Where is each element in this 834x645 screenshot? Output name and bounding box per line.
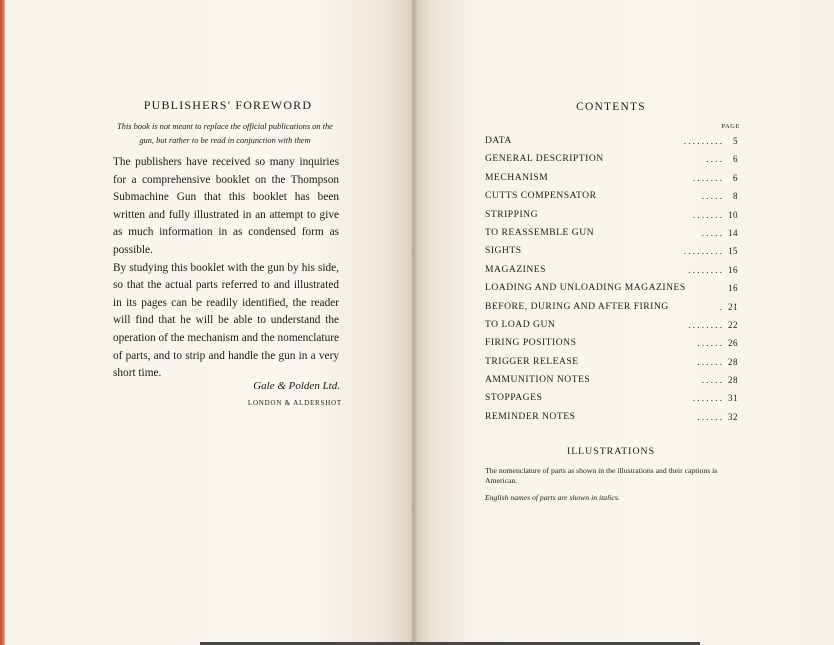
entry-page-number: 8 — [733, 191, 738, 202]
entry-page-number: 21 — [728, 301, 738, 312]
foreword-note: This book is not meant to replace the official publications on the gun, but rather to be read in conjunction with them — [117, 122, 333, 145]
illustrations-italic-note: English names of parts are shown in italics. — [485, 493, 620, 502]
book-gutter — [411, 0, 417, 645]
entry-title: BEFORE, DURING AND AFTER FIRING — [485, 300, 669, 312]
contents-entry — [485, 298, 740, 316]
entry-title: STOPPAGES — [485, 392, 543, 404]
illustrations-title: ILLUSTRATIONS — [566, 446, 656, 457]
contents-entry — [485, 169, 740, 187]
contents-entry — [485, 353, 740, 371]
contents-entry — [485, 316, 740, 334]
contents-list — [485, 132, 740, 426]
entry-leader-dots: . . . . . . . . — [688, 319, 722, 330]
entry-page-number: 28 — [728, 375, 738, 386]
entry-page-number: 15 — [728, 246, 738, 257]
entry-leader-dots: . . . . . . — [697, 338, 722, 349]
entry-title: LOADING AND UNLOADING MAGAZINES — [485, 282, 686, 294]
entry-title: STRIPPING — [485, 208, 539, 220]
foreword-body — [113, 154, 339, 383]
entry-title: TRIGGER RELEASE — [485, 355, 579, 367]
foreword-title: PUBLISHERS' FOREWORD — [143, 98, 313, 112]
entry-leader-dots: . . . . . — [701, 375, 722, 386]
entry-page-number: 6 — [733, 172, 738, 183]
contents-entry — [485, 132, 740, 150]
foreword-paragraph: By studying this booklet with the gun by his side, so that the actual parts referred to and illustrated in its pages can be readily identified, the reader will find that he will be able to understand the operation of the mechanism and the nomenclature of parts, and to strip and handle the gun in a very short time. — [113, 261, 339, 380]
illustrations-note: The nomenclature of parts as shown in the illustrations and their captions is American. — [485, 466, 718, 485]
entry-title: TO REASSEMBLE GUN — [485, 226, 595, 238]
contents-entry — [485, 261, 740, 279]
contents-entry — [485, 389, 740, 407]
entry-page-number: 16 — [728, 264, 738, 275]
contents-entry — [485, 150, 740, 168]
entry-title: FIRING POSITIONS — [485, 337, 577, 349]
entry-page-number: 6 — [733, 154, 738, 165]
publisher-location: LONDON & ALDERSHOT — [247, 399, 342, 407]
contents-entry — [485, 206, 740, 224]
contents-entry — [485, 242, 740, 260]
entry-title: MAGAZINES — [485, 263, 546, 275]
entry-page-number: 26 — [728, 338, 738, 349]
entry-leader-dots: . . . . . . . — [692, 209, 722, 220]
entry-title: DATA — [485, 135, 512, 146]
entry-title: GENERAL DESCRIPTION — [485, 153, 604, 165]
contents-entry — [485, 279, 740, 297]
entry-page-number: 10 — [728, 209, 738, 220]
entry-leader-dots: . . . . . . . — [692, 393, 722, 404]
entry-leader-dots: . . . . . . — [697, 356, 722, 367]
foreword-paragraph: The publishers have received so many inquiries for a comprehensive booklet on the Thompson Submachine Gun that this booklet has been written and fully illustrated in an attempt to give as much information in as condensed form as possible. — [113, 156, 339, 256]
entry-leader-dots: . . . . . . . . — [688, 264, 722, 275]
entry-leader-dots: . . . . . . . . . — [683, 246, 722, 257]
entry-title: CUTTS COMPENSATOR — [485, 190, 597, 202]
contents-entry — [485, 224, 740, 242]
page-column-header: PAGE — [721, 123, 740, 130]
publisher-signature: Gale & Polden Ltd. — [253, 380, 340, 392]
contents-entry — [485, 371, 740, 389]
entry-title: TO LOAD GUN — [485, 318, 556, 330]
contents-title: CONTENTS — [576, 101, 646, 113]
entry-title: AMMUNITION NOTES — [485, 374, 591, 386]
entry-leader-dots: . . . . . . . — [692, 172, 722, 183]
entry-leader-dots: . . . . — [706, 154, 722, 165]
entry-page-number: 5 — [733, 136, 738, 146]
entry-leader-dots: . . . . . — [701, 227, 722, 238]
entry-page-number: 14 — [728, 227, 738, 238]
entry-page-number: 31 — [728, 393, 738, 404]
entry-title: SIGHTS — [485, 245, 522, 257]
entry-leader-dots: . . . . . — [701, 191, 722, 202]
contents-entry — [485, 187, 740, 205]
entry-leader-dots: . . . . . . — [697, 411, 722, 422]
entry-title: MECHANISM — [485, 171, 549, 183]
entry-leader-dots: . — [719, 301, 722, 312]
entry-leader-dots: . . . . . . . . . — [683, 136, 722, 146]
entry-page-number: 32 — [728, 411, 738, 422]
contents-entry — [485, 334, 740, 352]
entry-page-number: 28 — [728, 356, 738, 367]
contents-entry — [485, 408, 740, 426]
entry-page-number: 16 — [728, 283, 738, 294]
entry-title: REMINDER NOTES — [485, 410, 576, 422]
entry-page-number: 22 — [728, 319, 738, 330]
